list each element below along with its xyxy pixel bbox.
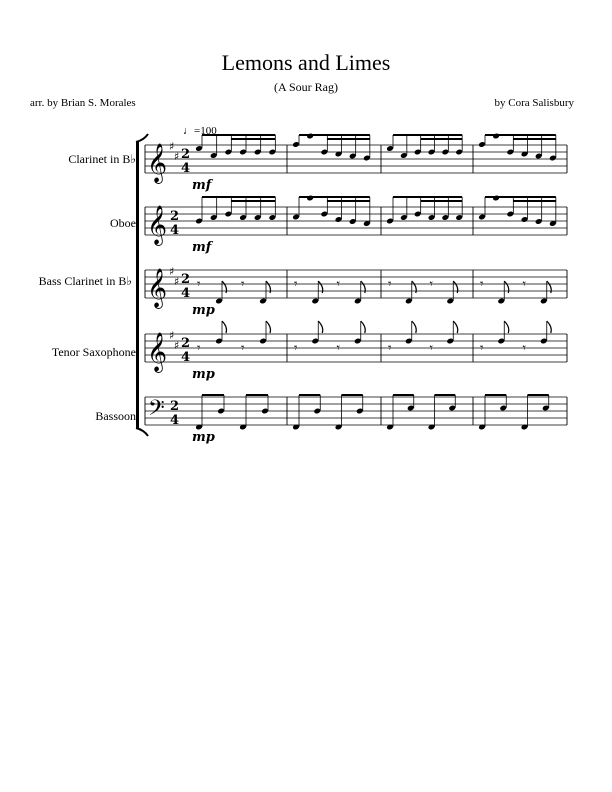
note-flag <box>222 321 227 333</box>
score-title: Lemons and Limes <box>221 50 391 75</box>
eighth-rest-icon: 𝄾 <box>480 277 484 292</box>
eighth-rest-icon: 𝄾 <box>336 341 340 356</box>
eighth-rest-icon: 𝄾 <box>294 277 298 292</box>
eighth-rest-icon: 𝄾 <box>241 341 245 356</box>
time-signature-top: 2 <box>170 209 180 224</box>
eighth-rest-icon: 𝄾 <box>522 277 526 292</box>
time-signature-top: 2 <box>181 272 191 287</box>
dynamic-marking: mp <box>192 367 215 382</box>
instrument-label-clarinet: Clarinet in B♭ <box>68 152 136 166</box>
time-signature-bottom: 4 <box>170 223 180 238</box>
bracket-hook-bottom <box>136 428 148 436</box>
bracket-hook-top <box>136 134 148 142</box>
eighth-rest-icon: 𝄾 <box>197 277 201 292</box>
eighth-rest-icon: 𝄾 <box>197 341 201 356</box>
instrument-label-tenor-sax: Tenor Saxophone <box>51 345 136 359</box>
sharp-icon: ♯ <box>174 275 180 288</box>
note-flag <box>504 321 509 333</box>
time-signature-top: 2 <box>181 147 191 162</box>
eighth-rest-icon: 𝄾 <box>388 341 392 356</box>
note-flag <box>412 321 417 333</box>
dynamic-marking: mp <box>192 430 215 445</box>
time-signature-bottom: 4 <box>170 413 180 428</box>
time-signature-bottom: 4 <box>181 350 191 365</box>
tempo-marking: ♩=100 <box>183 125 217 137</box>
sharp-icon: ♯ <box>174 339 180 352</box>
sharp-icon: ♯ <box>169 329 175 342</box>
note-head <box>492 195 500 202</box>
time-signature-top: 2 <box>181 336 191 351</box>
system-bracket <box>136 142 139 428</box>
eighth-rest-icon: 𝄾 <box>388 277 392 292</box>
note-head <box>306 133 314 140</box>
time-signature-top: 2 <box>170 399 180 414</box>
note-flag <box>361 321 366 333</box>
eighth-rest-icon: 𝄾 <box>336 277 340 292</box>
score-subtitle: (A Sour Rag) <box>274 80 338 94</box>
sharp-icon: ♯ <box>174 150 180 163</box>
time-signature-bottom: 4 <box>181 286 191 301</box>
bass-clef-icon: 𝄢 <box>148 396 165 426</box>
sharp-icon: ♯ <box>169 140 175 153</box>
dynamic-marking: mp <box>192 303 215 318</box>
instrument-label-oboe: Oboe <box>110 216 136 230</box>
treble-clef-icon: 𝄞 <box>147 205 168 245</box>
instrument-label-bassoon: Bassoon <box>95 409 136 423</box>
treble-clef-icon: 𝄞 <box>147 143 168 183</box>
eighth-rest-icon: 𝄾 <box>241 277 245 292</box>
eighth-rest-icon: 𝄾 <box>480 341 484 356</box>
arranger-credit: arr. by Brian S. Morales <box>30 97 136 109</box>
note-flag <box>266 321 271 333</box>
composer-credit: by Cora Salisbury <box>494 97 574 109</box>
treble-clef-icon: 𝄞 <box>147 268 168 308</box>
note-head <box>492 133 500 140</box>
note-flag <box>318 321 323 333</box>
note-head <box>306 195 314 202</box>
dynamic-marking: mf <box>192 240 212 255</box>
eighth-rest-icon: 𝄾 <box>429 277 433 292</box>
eighth-rest-icon: 𝄾 <box>294 341 298 356</box>
instrument-label-bass-clarinet: Bass Clarinet in B♭ <box>38 274 132 288</box>
note-flag <box>547 321 552 333</box>
treble-clef-icon: 𝄞 <box>147 332 168 372</box>
eighth-rest-icon: 𝄾 <box>429 341 433 356</box>
sharp-icon: ♯ <box>169 265 175 278</box>
dynamic-marking: mf <box>192 178 212 193</box>
time-signature-bottom: 4 <box>181 161 191 176</box>
eighth-rest-icon: 𝄾 <box>522 341 526 356</box>
note-flag <box>453 321 458 333</box>
